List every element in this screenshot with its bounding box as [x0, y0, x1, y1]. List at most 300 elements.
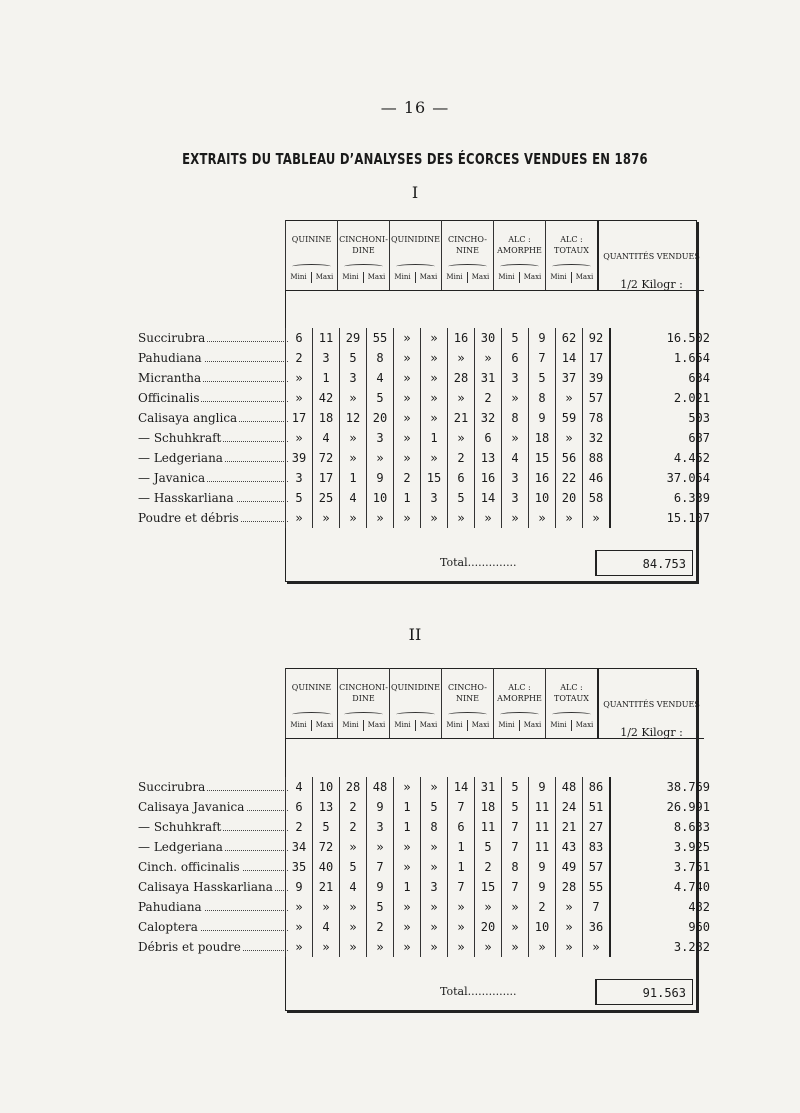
table-cell: 8 — [502, 408, 529, 428]
table-cell: » — [340, 917, 367, 937]
column-header-label: CINCHO-NINE — [448, 235, 487, 255]
quantity-cell: 3.751 — [610, 857, 716, 877]
min-max-subheader — [286, 720, 337, 731]
table-cell: 7 — [448, 877, 475, 897]
quantity-cell: 4.740 — [610, 877, 716, 897]
brace-mark — [396, 712, 435, 717]
table-cell: 88 — [583, 448, 611, 468]
table-row — [286, 348, 717, 368]
row-label — [138, 408, 288, 428]
column-header-label: QUINIDINE — [390, 683, 441, 692]
table-cell: 3 — [502, 488, 529, 508]
table-cell: 24 — [556, 797, 583, 817]
table-cell: 20 — [367, 408, 394, 428]
row-label-text: — Javanica — [138, 471, 206, 485]
table-cell: 6 — [502, 348, 529, 368]
table-cell: 4 — [340, 488, 367, 508]
table-cell: 5 — [529, 368, 556, 388]
table-cell: 16 — [475, 468, 502, 488]
table-cell: 1 — [448, 857, 475, 877]
quantity-cell: 16.502 — [610, 328, 716, 348]
column-header-label: QUININE — [291, 235, 332, 244]
table-cell: » — [394, 837, 421, 857]
table-cell: 28 — [556, 877, 583, 897]
row-label — [138, 328, 288, 348]
table-cell: 30 — [475, 328, 502, 348]
table-cell: 13 — [475, 448, 502, 468]
row-label-text: — Ledgeriana — [138, 840, 223, 854]
table-cell: 62 — [556, 328, 583, 348]
table-cell: 9 — [367, 468, 394, 488]
column-header-label: QUININE — [291, 683, 332, 692]
brace-mark — [292, 264, 331, 269]
table-row — [286, 368, 717, 388]
table-row — [286, 428, 717, 448]
table-cell: » — [286, 917, 313, 937]
table-cell: 55 — [583, 877, 611, 897]
row-label — [138, 388, 288, 408]
table-cell: » — [394, 388, 421, 408]
row-label-text: Succirubra — [138, 331, 206, 345]
column-header — [337, 220, 389, 290]
maxi-label: Maxi — [311, 272, 337, 283]
table-cell: » — [421, 448, 448, 468]
table-row — [286, 857, 717, 877]
table-cell: 6 — [286, 328, 313, 348]
column-header-label: QUINIDINE — [390, 235, 441, 244]
quantity-cell: 37.054 — [610, 468, 716, 488]
table-cell: » — [448, 937, 475, 957]
table-cell: » — [340, 508, 367, 528]
table-cell: 3 — [340, 368, 367, 388]
column-header — [493, 220, 545, 290]
min-max-subheader — [494, 272, 545, 283]
table-cell: 57 — [583, 857, 611, 877]
mini-label: Mini — [290, 721, 307, 729]
table-cell: 72 — [313, 837, 340, 857]
table-cell: 5 — [286, 488, 313, 508]
mini-label: Mini — [550, 721, 567, 729]
maxi-label: Maxi — [415, 272, 441, 283]
table-cell: 28 — [448, 368, 475, 388]
table-row — [286, 817, 717, 837]
maxi-label: Maxi — [363, 272, 389, 283]
quantity-header — [597, 220, 704, 290]
table-cell: » — [394, 368, 421, 388]
table-cell: 57 — [583, 388, 611, 408]
table-cell: 9 — [367, 877, 394, 897]
table-cell: » — [394, 937, 421, 957]
table-cell: 32 — [475, 408, 502, 428]
table-cell: 1 — [421, 428, 448, 448]
total-label: Total.............. — [440, 556, 517, 569]
table-cell: » — [448, 428, 475, 448]
table-cell: 3 — [286, 468, 313, 488]
min-max-subheader — [286, 272, 337, 283]
row-label — [138, 348, 288, 368]
table-cell: » — [340, 937, 367, 957]
table-cell: 18 — [313, 408, 340, 428]
table-cell: » — [394, 348, 421, 368]
table-cell: 16 — [448, 328, 475, 348]
table-cell: 5 — [340, 348, 367, 368]
table-cell: 5 — [421, 797, 448, 817]
table-cell: 3 — [421, 488, 448, 508]
mini-label: Mini — [394, 273, 411, 281]
table-cell: 8 — [529, 388, 556, 408]
min-max-subheader — [390, 272, 441, 283]
table-cell: » — [529, 937, 556, 957]
table-cell: » — [421, 937, 448, 957]
table-cell: 31 — [475, 368, 502, 388]
table-cell: 25 — [313, 488, 340, 508]
row-label — [138, 428, 288, 448]
table-cell: 16 — [529, 468, 556, 488]
table-cell: 9 — [529, 857, 556, 877]
table-cell: 3 — [502, 468, 529, 488]
table-cell: 4 — [313, 917, 340, 937]
column-header — [493, 668, 545, 738]
table-cell: 4 — [313, 428, 340, 448]
row-label — [138, 937, 288, 957]
quantity-cell: 503 — [610, 408, 716, 428]
table-cell: 3 — [421, 877, 448, 897]
table-cell: 4 — [367, 368, 394, 388]
column-header — [545, 668, 597, 738]
table-cell: » — [394, 857, 421, 877]
table-row — [286, 508, 717, 528]
table-cell: 32 — [583, 428, 611, 448]
table-cell: 37 — [556, 368, 583, 388]
table-cell: 17 — [583, 348, 611, 368]
table-cell: » — [394, 508, 421, 528]
table-cell: 5 — [502, 777, 529, 797]
table-cell: 18 — [529, 428, 556, 448]
table-cell: 5 — [367, 897, 394, 917]
row-label-text: Succirubra — [138, 780, 206, 794]
table-cell: 1 — [394, 817, 421, 837]
maxi-label: Maxi — [415, 720, 441, 731]
table-cell: 1 — [394, 488, 421, 508]
table-cell: 2 — [394, 468, 421, 488]
table-cell: 15 — [421, 468, 448, 488]
table-cell: » — [367, 937, 394, 957]
table-cell: 9 — [529, 328, 556, 348]
data-table — [285, 328, 716, 528]
table-cell: 7 — [502, 817, 529, 837]
table-cell: » — [421, 777, 448, 797]
table-cell: » — [286, 508, 313, 528]
table-cell: 40 — [313, 857, 340, 877]
table-cell: 9 — [286, 877, 313, 897]
table-cell: » — [313, 937, 340, 957]
quantity-header — [597, 668, 704, 738]
table-cell: » — [421, 837, 448, 857]
mini-label: Mini — [342, 273, 359, 281]
quantity-unit-label: 1/2 Kilogr : — [620, 726, 683, 739]
table-cell: 1 — [448, 837, 475, 857]
table-row — [286, 917, 717, 937]
brace-mark — [500, 264, 539, 269]
total-value: 84.753 — [595, 550, 693, 576]
table-cell: » — [286, 388, 313, 408]
quantity-cell: 15.107 — [610, 508, 716, 528]
row-label — [138, 837, 288, 857]
table-cell: » — [313, 508, 340, 528]
row-label — [138, 368, 288, 388]
mini-label: Mini — [290, 273, 307, 281]
table-row — [286, 937, 717, 957]
table-cell: » — [421, 408, 448, 428]
table-cell: » — [313, 897, 340, 917]
table-cell: 86 — [583, 777, 611, 797]
table-cell: 11 — [313, 328, 340, 348]
table-cell: » — [340, 388, 367, 408]
table-row — [286, 897, 717, 917]
table-cell: 43 — [556, 837, 583, 857]
row-label-text: — Schuhkraft — [138, 431, 222, 445]
table-roman-numeral: I — [411, 183, 419, 202]
table-cell: 11 — [475, 817, 502, 837]
table-cell: 7 — [583, 897, 611, 917]
quantity-unit-label: 1/2 Kilogr : — [620, 278, 683, 291]
table-cell: » — [475, 897, 502, 917]
column-header — [389, 220, 441, 290]
table-cell: 5 — [313, 817, 340, 837]
table-cell: » — [394, 328, 421, 348]
table-cell: » — [502, 508, 529, 528]
table-cell: » — [556, 388, 583, 408]
row-label-text: Pahudiana — [138, 900, 202, 914]
table-cell: 2 — [340, 817, 367, 837]
maxi-label: Maxi — [571, 720, 597, 731]
row-label-text: — Hasskarliana — [138, 491, 234, 505]
table-cell: 49 — [556, 857, 583, 877]
table-cell: » — [340, 837, 367, 857]
table-cell: 4 — [286, 777, 313, 797]
table-cell: 21 — [556, 817, 583, 837]
min-max-subheader — [338, 720, 389, 731]
column-header — [285, 220, 337, 290]
table-cell: 11 — [529, 817, 556, 837]
table-header — [285, 668, 704, 739]
mini-label: Mini — [342, 721, 359, 729]
table-cell: 34 — [286, 837, 313, 857]
mini-label: Mini — [550, 273, 567, 281]
quantity-cell: 4.452 — [610, 448, 716, 468]
maxi-label: Maxi — [311, 720, 337, 731]
table-row — [286, 877, 717, 897]
table-cell: 2 — [475, 388, 502, 408]
table-cell: 1 — [340, 468, 367, 488]
table-cell: 4 — [340, 877, 367, 897]
quantity-cell: 687 — [610, 428, 716, 448]
table-cell: » — [583, 937, 611, 957]
row-label-text: Débris et poudre — [138, 940, 241, 954]
row-label — [138, 797, 288, 817]
column-header — [441, 668, 493, 738]
table-cell: » — [475, 937, 502, 957]
table-cell: » — [340, 448, 367, 468]
table-cell: 59 — [556, 408, 583, 428]
table-row — [286, 448, 717, 468]
table-cell: » — [448, 917, 475, 937]
row-label-text: Caloptera — [138, 920, 198, 934]
column-header-label: ALC : TOTAUX — [553, 683, 589, 703]
table-cell: » — [367, 448, 394, 468]
quantity-cell: 3.925 — [610, 837, 716, 857]
maxi-label: Maxi — [363, 720, 389, 731]
column-header — [389, 668, 441, 738]
table-cell: 2 — [286, 348, 313, 368]
table-cell: 8 — [421, 817, 448, 837]
row-label-text: Micrantha — [138, 371, 202, 385]
table-cell: » — [502, 428, 529, 448]
table-row — [286, 777, 717, 797]
quantity-cell: 482 — [610, 897, 716, 917]
table-cell: 9 — [529, 777, 556, 797]
table-cell: 17 — [286, 408, 313, 428]
table-cell: 10 — [529, 488, 556, 508]
table-cell: 27 — [583, 817, 611, 837]
table-cell: 72 — [313, 448, 340, 468]
brace-mark — [292, 712, 331, 717]
table-cell: 7 — [502, 837, 529, 857]
table-cell: » — [448, 897, 475, 917]
min-max-subheader — [338, 272, 389, 283]
table-cell: » — [421, 328, 448, 348]
table-cell: 7 — [529, 348, 556, 368]
table-cell: 2 — [340, 797, 367, 817]
table-cell: 58 — [583, 488, 611, 508]
brace-mark — [448, 264, 487, 269]
row-label-text: Calisaya Javanica — [138, 800, 245, 814]
table-cell: » — [556, 897, 583, 917]
table-cell: 15 — [475, 877, 502, 897]
table-cell: 12 — [340, 408, 367, 428]
table-cell: » — [367, 508, 394, 528]
column-header-label: CINCHO-NINE — [448, 683, 487, 703]
table-cell: » — [394, 917, 421, 937]
table-cell: 8 — [367, 348, 394, 368]
table-cell: » — [394, 428, 421, 448]
data-table — [285, 777, 716, 957]
brace-mark — [344, 264, 383, 269]
table-cell: » — [556, 428, 583, 448]
row-label-text: — Schuhkraft — [138, 820, 222, 834]
maxi-label: Maxi — [519, 720, 545, 731]
table-cell: » — [421, 348, 448, 368]
table-cell: 6 — [475, 428, 502, 448]
quantity-cell: 1.654 — [610, 348, 716, 368]
table-cell: » — [583, 508, 611, 528]
maxi-label: Maxi — [467, 272, 493, 283]
table-cell: 7 — [448, 797, 475, 817]
table-cell: 2 — [475, 857, 502, 877]
table-cell: » — [529, 508, 556, 528]
table-cell: 48 — [367, 777, 394, 797]
row-label-text: Calisaya Hasskarliana — [138, 880, 273, 894]
table-cell: 2 — [529, 897, 556, 917]
table-cell: 5 — [448, 488, 475, 508]
row-label — [138, 897, 288, 917]
row-label — [138, 817, 288, 837]
table-cell: 3 — [502, 368, 529, 388]
row-label — [138, 857, 288, 877]
min-max-subheader — [494, 720, 545, 731]
table-cell: 28 — [340, 777, 367, 797]
table-cell: 13 — [313, 797, 340, 817]
min-max-subheader — [442, 720, 493, 731]
quantity-cell: 8.633 — [610, 817, 716, 837]
brace-mark — [396, 264, 435, 269]
table-cell: 29 — [340, 328, 367, 348]
row-label — [138, 448, 288, 468]
table-cell: 17 — [313, 468, 340, 488]
table-cell: 1 — [394, 877, 421, 897]
brace-mark — [448, 712, 487, 717]
table-cell: » — [502, 917, 529, 937]
mini-label: Mini — [394, 721, 411, 729]
table-cell: 36 — [583, 917, 611, 937]
column-header — [441, 220, 493, 290]
quantity-cell: 634 — [610, 368, 716, 388]
table-cell: 5 — [502, 328, 529, 348]
table-cell: 1 — [394, 797, 421, 817]
table-cell: 8 — [502, 857, 529, 877]
table-cell: 10 — [367, 488, 394, 508]
table-cell: 18 — [475, 797, 502, 817]
table-cell: 6 — [448, 468, 475, 488]
min-max-subheader — [546, 272, 597, 283]
row-label-text: Pahudiana — [138, 351, 202, 365]
row-label — [138, 777, 288, 797]
table-header — [285, 220, 704, 291]
row-label-text: Cinch. officinalis — [138, 860, 240, 874]
brace-mark — [552, 264, 591, 269]
table-cell: 20 — [556, 488, 583, 508]
table-cell: » — [475, 348, 502, 368]
table-cell: 5 — [502, 797, 529, 817]
total-value: 91.563 — [595, 979, 693, 1005]
table-cell: » — [286, 897, 313, 917]
table-cell: 42 — [313, 388, 340, 408]
table-row — [286, 408, 717, 428]
min-max-subheader — [546, 720, 597, 731]
table-cell: » — [340, 428, 367, 448]
table-cell: » — [502, 937, 529, 957]
table-cell: » — [421, 508, 448, 528]
table-cell: 55 — [367, 328, 394, 348]
table-cell: 14 — [448, 777, 475, 797]
row-label-text: Poudre et débris — [138, 511, 239, 525]
table-cell: 10 — [313, 777, 340, 797]
brace-mark — [500, 712, 539, 717]
table-cell: » — [448, 348, 475, 368]
table-cell: 10 — [529, 917, 556, 937]
quantity-cell: 38.769 — [610, 777, 716, 797]
table-roman-numeral: II — [408, 625, 422, 644]
table-cell: 92 — [583, 328, 611, 348]
table-row — [286, 468, 717, 488]
table-cell: » — [286, 428, 313, 448]
table-cell: 78 — [583, 408, 611, 428]
table-cell: 35 — [286, 857, 313, 877]
table-cell: » — [556, 508, 583, 528]
maxi-label: Maxi — [571, 272, 597, 283]
mini-label: Mini — [446, 273, 463, 281]
quantity-cell: 3.282 — [610, 937, 716, 957]
